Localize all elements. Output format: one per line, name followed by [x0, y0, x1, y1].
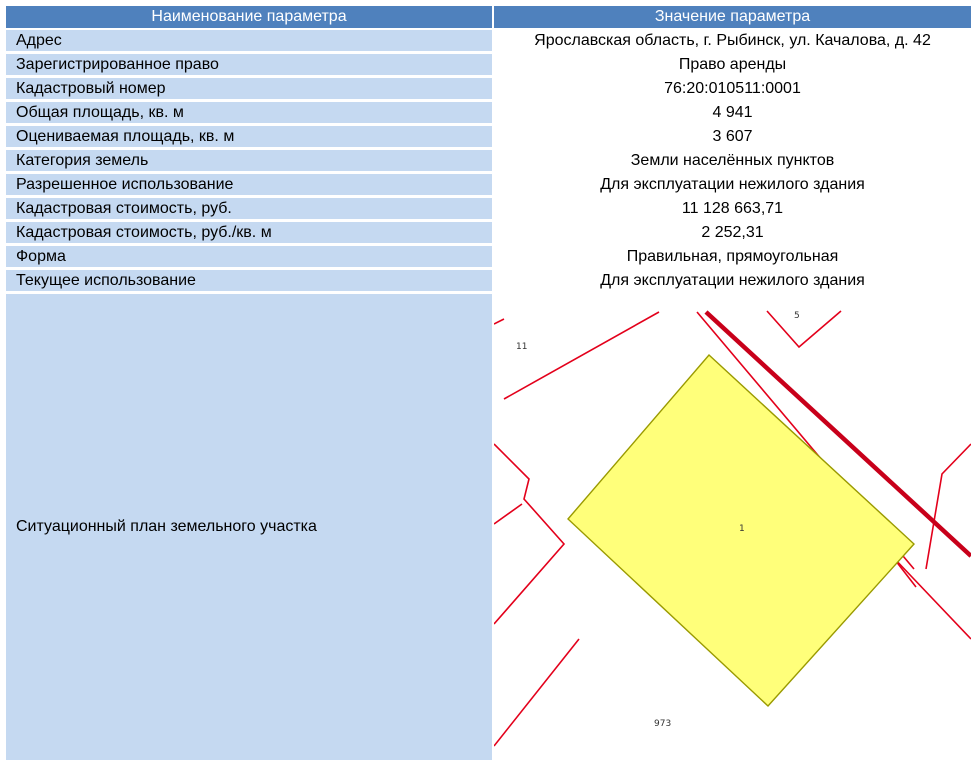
table-row: [6, 126, 971, 150]
table-row: [6, 102, 971, 126]
row-value-shape: Правильная, прямоугольная: [494, 246, 971, 270]
row-value-land-category: Земли населённых пунктов: [494, 150, 971, 174]
situation-plan-cell: [494, 294, 971, 763]
row-name-total-area: Общая площадь, кв. м: [6, 102, 494, 126]
row-name-land-category: Категория земель: [6, 150, 494, 174]
row-name-appraised-area: Оцениваемая площадь, кв. м: [6, 126, 494, 150]
row-name-permitted-use: Разрешенное использование: [6, 174, 494, 198]
parameters-table: [6, 6, 971, 763]
row-value-cadastral-value: 11 128 663,71: [494, 198, 971, 222]
table-row: [6, 246, 971, 270]
row-value-permitted-use: Для эксплуатации нежилого здания: [494, 174, 971, 198]
map-label-parcel-1: 1: [739, 524, 745, 534]
map-label-parcel-5: 5: [794, 311, 800, 321]
row-name-cadastral-value: Кадастровая стоимость, руб.: [6, 198, 494, 222]
table-row: [6, 198, 971, 222]
map-label-parcel-973: 973: [654, 719, 672, 729]
row-name-cadastral-number: Кадастровый номер: [6, 78, 494, 102]
row-name-address: Адрес: [6, 30, 494, 54]
table-row: [6, 222, 971, 246]
table-row: [6, 150, 971, 174]
situation-plan-map: [494, 294, 971, 760]
table-row: [6, 174, 971, 198]
table-row: [6, 54, 971, 78]
row-value-registered-right: Право аренды: [494, 54, 971, 78]
row-name-registered-right: Зарегистрированное право: [6, 54, 494, 78]
row-name-situation-plan: Ситуационный план земельного участка: [6, 294, 494, 763]
row-name-current-use: Текущее использование: [6, 270, 494, 294]
header-parameter-name: Наименование параметра: [6, 6, 494, 30]
map-label-parcel-11: 11: [516, 342, 528, 352]
row-value-current-use: Для эксплуатации нежилого здания: [494, 270, 971, 294]
row-name-shape: Форма: [6, 246, 494, 270]
row-value-appraised-area: 3 607: [494, 126, 971, 150]
table-header-row: [6, 6, 971, 30]
row-value-cadastral-value-per-sqm: 2 252,31: [494, 222, 971, 246]
parameters-sheet: [6, 6, 971, 763]
table-row: [6, 270, 971, 294]
table-row-situation-plan: [6, 294, 971, 763]
header-parameter-value: Значение параметра: [494, 6, 971, 30]
table-row: [6, 30, 971, 54]
row-value-cadastral-number: 76:20:010511:0001: [494, 78, 971, 102]
row-name-cadastral-value-per-sqm: Кадастровая стоимость, руб./кв. м: [6, 222, 494, 246]
row-value-total-area: 4 941: [494, 102, 971, 126]
table-row: [6, 78, 971, 102]
row-value-address: Ярославская область, г. Рыбинск, ул. Качалова, д. 42: [494, 30, 971, 54]
